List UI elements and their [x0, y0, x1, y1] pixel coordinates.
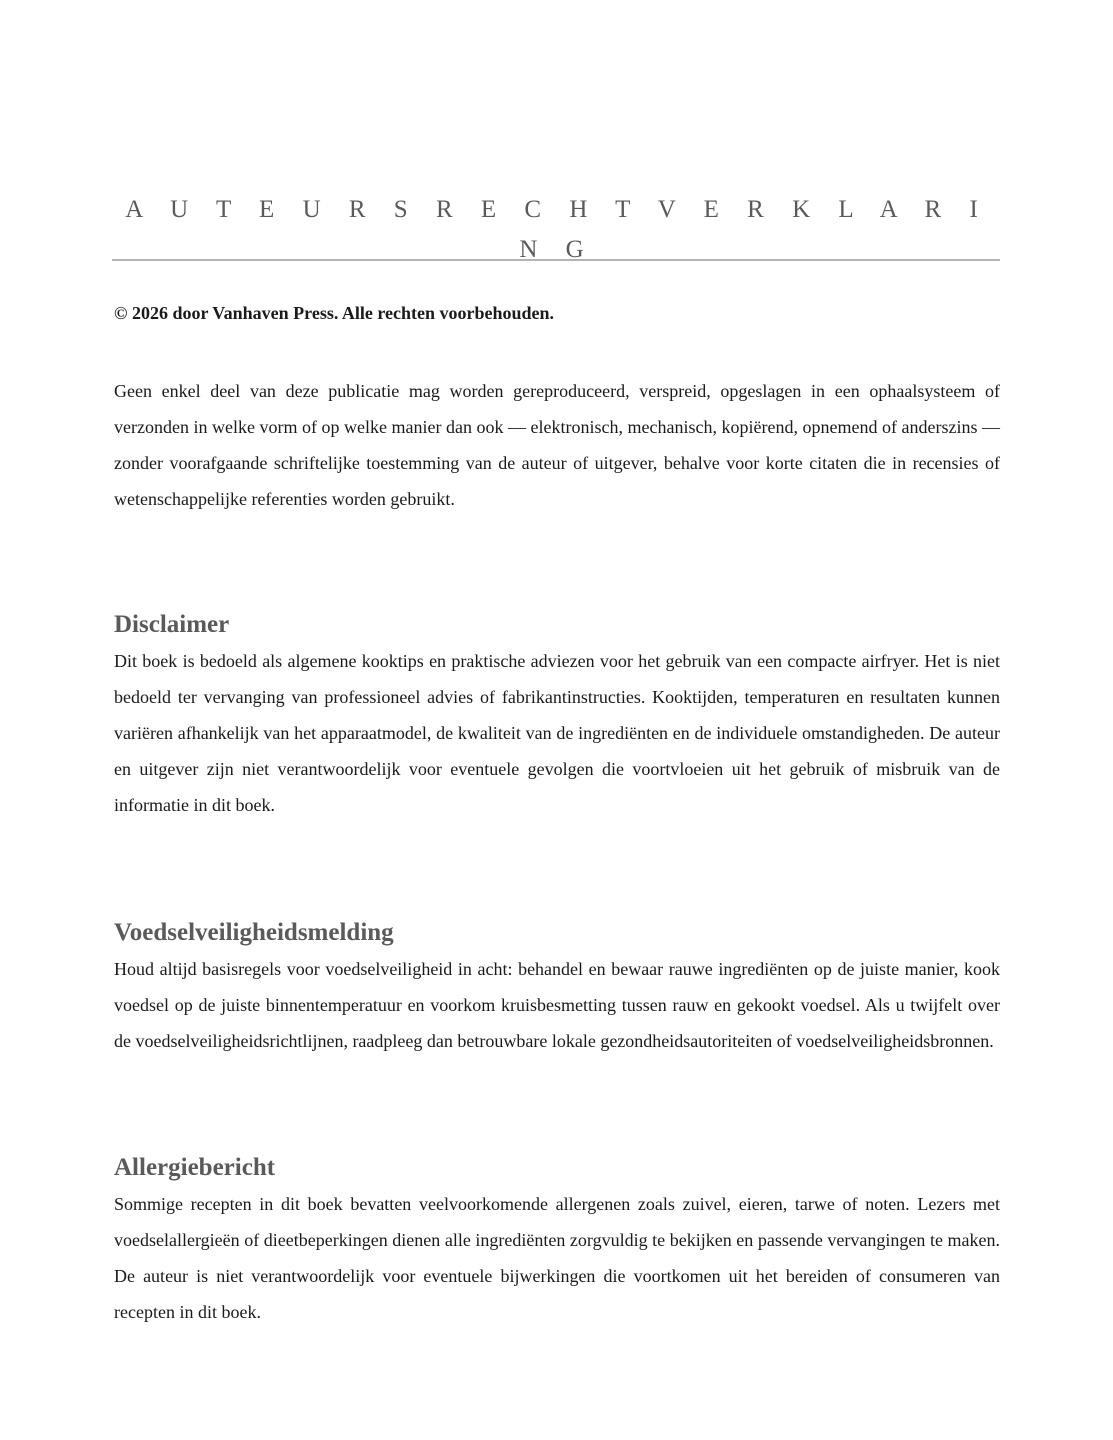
intro-paragraph: Geen enkel deel van deze publicatie mag worden gereproduceerd, verspreid, opgeslagen in een ophaalsysteem of verzonden in welke vorm of op welke manier dan ook — elektronisch, mechanisch, kopiërend, opnemend of anderszins — zonder voorafgaande schriftelijke toestemming van de auteur of uitgever, behalve voor korte citaten die in recensies of wetenschappelijke referenties worden gebruikt. — [114, 381, 1000, 509]
section-heading-allergy: Allergiebericht — [114, 1154, 276, 1181]
copyright-notice: © 2026 door Vanhaven Press. Alle rechten voorbehouden. — [114, 303, 554, 323]
section-body-allergy: Sommige recepten in dit boek bevatten veelvoorkomende allergenen zoals zuivel, eieren, tarwe of noten. Lezers met voedselallergieën of dieetbeperkingen dienen alle ingrediënten zorgvuldig te bekijken en passende vervangingen te maken. De auteur is niet verantwoordelijk voor eventuele bijwerkingen die voortkomen uit het bereiden of consumeren van recepten in dit boek. — [114, 1194, 1000, 1322]
section-heading-disclaimer: Disclaimer — [114, 611, 230, 638]
page-title: A U T E U R S R E C H T V E R K L A R I N G — [125, 196, 989, 263]
section-body-disclaimer: Dit boek is bedoeld als algemene kooktips en praktische adviezen voor het gebruik van een compacte airfryer. Het is niet bedoeld ter vervanging van professioneel advies of fabrikantinstructies. Kooktijden, temperaturen en resultaten kunnen variëren afhankelijk van het apparaatmodel, de kwaliteit van de ingrediënten en de individuele omstandigheden. De auteur en uitgever zijn niet verantwoordelijk voor eventuele gevolgen die voortvloeien uit het gebruik of misbruik van de informatie in dit boek. — [114, 651, 1000, 815]
section-heading-food-safety: Voedselveiligheidsmelding — [114, 919, 394, 946]
title-divider — [112, 259, 1000, 261]
section-body-food-safety: Houd altijd basisregels voor voedselveiligheid in acht: behandel en bewaar rauwe ingrediënten op de juiste manier, kook voedsel op de juiste binnentemperatuur en voorkom kruisbesmetting tussen rauw en gekookt voedsel. Als u twijfelt over de voedselveiligheidsrichtlijnen, raadpleeg dan betrouwbare lokale gezondheidsautoriteiten of voedselveiligheidsbronnen. — [114, 959, 1000, 1051]
